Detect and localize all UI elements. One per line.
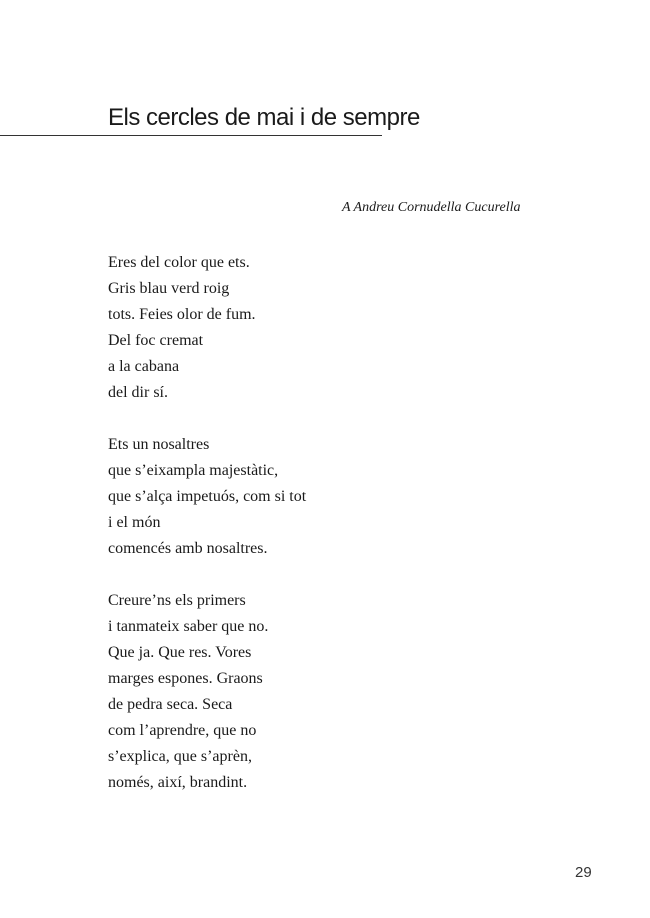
stanza-2: [108, 432, 306, 562]
poem-line: només, així, brandint.: [108, 774, 248, 791]
poem-line: a la cabana: [108, 358, 180, 375]
poem-line: de pedra seca. Seca: [108, 696, 233, 713]
poem-line: Que ja. Que res. Vores: [108, 644, 252, 661]
poem-line: comencés amb nosaltres.: [108, 540, 268, 557]
poem-line: Del foc cremat: [108, 332, 204, 349]
poem-line: Eres del color que ets.: [108, 254, 250, 271]
page-number: 29: [575, 864, 592, 881]
poem-line: que s’alça impetuós, com si tot: [108, 488, 307, 505]
poem-body: [108, 250, 306, 796]
stanza-1: [108, 250, 306, 406]
stanza-3: [108, 588, 306, 796]
poem-line: com l’aprendre, que no: [108, 722, 257, 739]
poem-line: Ets un nosaltres: [108, 436, 210, 453]
poem-line: marges espones. Graons: [108, 670, 263, 687]
title-underline: [0, 135, 382, 136]
poem-line: i tanmateix saber que no.: [108, 618, 269, 635]
poem-line: que s’eixampla majestàtic,: [108, 462, 279, 479]
poem-line: Gris blau verd roig: [108, 280, 230, 297]
dedication: A Andreu Cornudella Cucurella: [342, 200, 521, 215]
poem-line: s’explica, que s’aprèn,: [108, 748, 252, 765]
poem-line: Creure’ns els primers: [108, 592, 246, 609]
poem-line: i el món: [108, 514, 161, 531]
page-title: Els cercles de mai i de sempre: [108, 104, 420, 131]
poem-line: tots. Feies olor de fum.: [108, 306, 256, 323]
poem-line: del dir sí.: [108, 384, 168, 401]
